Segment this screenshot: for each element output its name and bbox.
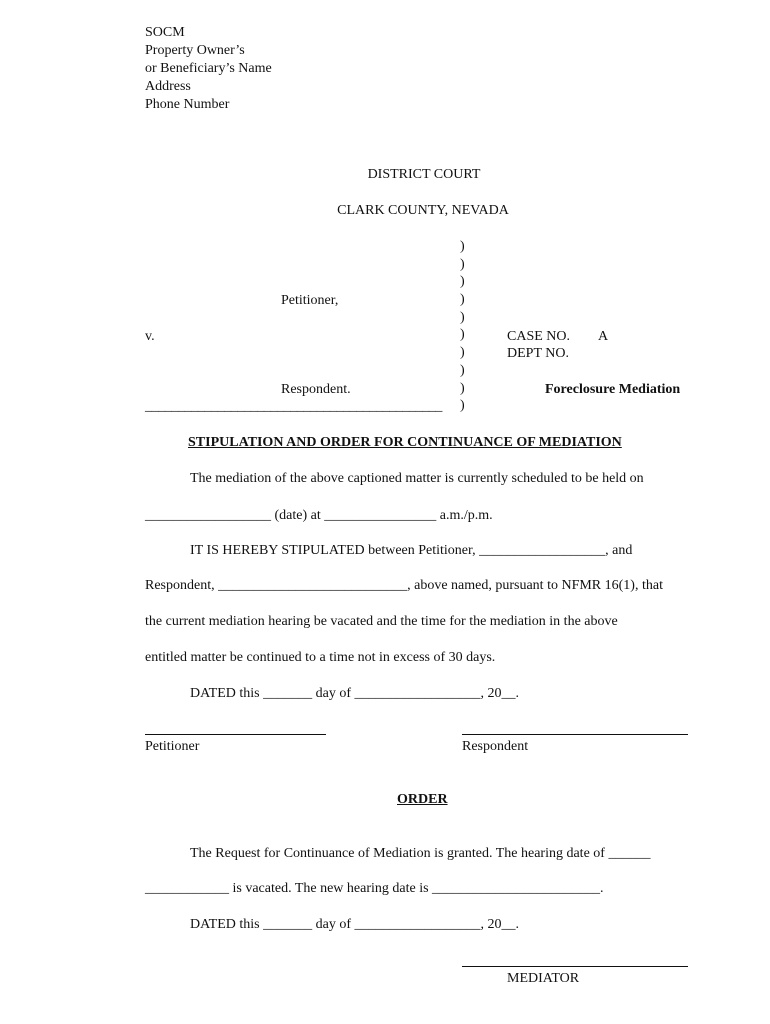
stipulation-para1-line2: __________________ (date) at ________________ a.m./p.m. [145,508,493,523]
caption-parens [460,238,465,415]
stipulation-title: STIPULATION AND ORDER FOR CONTINUANCE OF MEDIATION [188,435,622,450]
court-name: DISTRICT COURT [367,167,481,182]
case-no-label: CASE NO. [507,329,571,344]
header-line-beneficiary-name: or Beneficiary’s Name [145,61,272,76]
header-line-address: Address [145,79,191,94]
dept-no-label: DEPT NO. [507,346,569,361]
mediator-label: MEDIATOR [507,971,580,986]
caption-versus: v. [145,329,155,344]
header-line-property-owner: Property Owner’s [145,43,245,58]
header-line-socm: SOCM [145,25,185,40]
order-line1: The Request for Continuance of Mediation is granted. The hearing date of ______ [190,846,651,861]
petitioner-signature-line [145,734,326,735]
stipulation-para2-line1: IT IS HEREBY STIPULATED between Petitioner, __________________, and [190,543,633,558]
caption-paren: ) [460,256,465,272]
caption-paren: ) [460,274,465,290]
stipulation-para2-line3: the current mediation hearing be vacated and the time for the mediation in the above [145,614,618,629]
stipulation-para1-line1: The mediation of the above captioned matter is currently scheduled to be held on [190,471,644,486]
stipulation-para2-line4: entitled matter be continued to a time not in excess of 30 days. [145,650,496,665]
caption-bottom-rule: _____________________________________________ [145,399,443,414]
mediator-signature-line [462,966,688,967]
stipulation-dated: DATED this _______ day of __________________, 20__. [190,686,519,701]
case-no-value: A [598,329,609,344]
order-title: ORDER [397,792,448,807]
case-type: Foreclosure Mediation [545,382,681,397]
stipulation-para2-line2: Respondent, ___________________________, above named, pursuant to NFMR 16(1), that [145,578,663,593]
caption-paren: ) [460,362,465,378]
order-dated: DATED this _______ day of __________________, 20__. [190,917,519,932]
caption-paren: ) [460,398,465,414]
caption-paren: ) [460,292,465,308]
caption-paren: ) [460,239,465,254]
caption-paren: ) [460,327,465,343]
petitioner-signature-label: Petitioner [145,739,200,754]
caption-paren: ) [460,380,465,396]
respondent-signature-label: Respondent [462,739,529,754]
court-county: CLARK COUNTY, NEVADA [337,203,509,218]
caption-paren: ) [460,309,465,325]
caption-petitioner: Petitioner, [281,293,339,308]
header-block [145,24,272,114]
caption-paren: ) [460,345,465,361]
order-line2: ____________ is vacated. The new hearing date is ________________________. [145,881,604,896]
respondent-signature-line [462,734,688,735]
caption-respondent: Respondent. [281,382,351,397]
header-line-phone: Phone Number [145,97,230,112]
